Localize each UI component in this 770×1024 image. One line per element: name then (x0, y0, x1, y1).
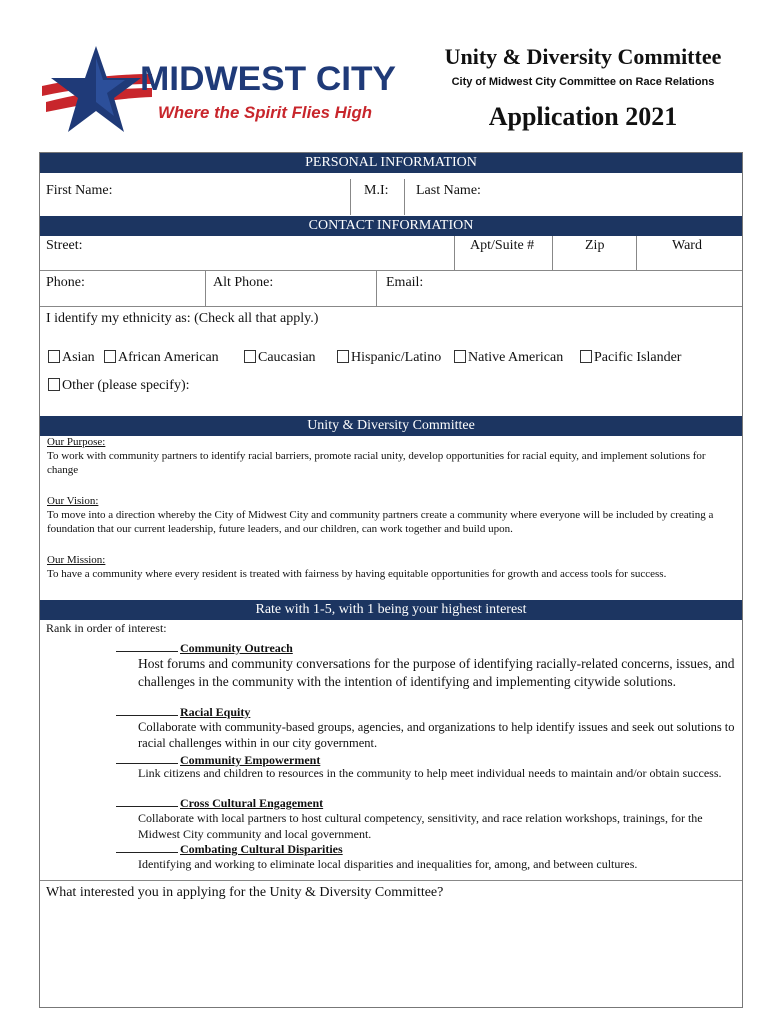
ethnicity-option-other[interactable]: Other (please specify): (48, 378, 190, 394)
interest-answer-field[interactable] (40, 905, 742, 1005)
divider (205, 270, 206, 306)
midwest-city-logo (40, 44, 402, 136)
mission-block (47, 553, 737, 581)
ethnicity-option-native-american[interactable]: Native American (454, 350, 563, 366)
vision-text: To move into a direction whereby the City of Midwest City and community partners create a community where everyone will be included by creating a foundation that our current leadership, future leaders, and our children, can work together and build upon. (47, 509, 714, 535)
street-label: Street: (46, 238, 83, 253)
rank-blank[interactable] (116, 753, 178, 764)
ethnicity-prompt: I identify my ethnicity as: (Check all that apply.) (46, 311, 319, 326)
divider (404, 179, 405, 215)
checkbox[interactable] (48, 350, 60, 363)
rating-header: Rate with 1-5, with 1 being your highest interest (40, 600, 742, 620)
application-form (39, 152, 743, 1008)
email-label: Email: (386, 275, 424, 290)
alt-phone-label: Alt Phone: (213, 275, 274, 290)
divider (636, 236, 637, 270)
mission-heading: Our Mission: (47, 554, 106, 566)
interest-cross-cultural-engagement-title[interactable]: Cross Cultural Engagement (116, 796, 323, 811)
divider (454, 236, 455, 270)
checkbox[interactable] (104, 350, 116, 363)
contact-info-header: CONTACT INFORMATION (40, 216, 742, 236)
mission-text: To have a community where every resident is treated with fairness by having equitable opportunities for growth and access tools for success. (47, 568, 667, 580)
application-title: Application 2021 (488, 102, 678, 131)
checkbox[interactable] (580, 350, 592, 363)
divider (552, 236, 553, 270)
interest-racial-equity-desc: Collaborate with community-based groups, agencies, and organizations to help identify issues and seek out solutions to racial challenges within in our city government. (138, 720, 735, 750)
interest-cross-cultural-engagement-desc: Collaborate with local partners to host cultural competency, sensitivity, and race relation workshops, trainings, for the Midwest City community and local government. (138, 811, 703, 841)
divider (40, 270, 742, 271)
ethnicity-option-hispanic-latino[interactable]: Hispanic/Latino (337, 350, 441, 366)
apt-suite-label: Apt/Suite # (470, 238, 535, 253)
personal-info-header: PERSONAL INFORMATION (40, 153, 742, 173)
ethnicity-option-asian[interactable]: Asian (48, 350, 95, 366)
rank-blank[interactable] (116, 705, 178, 716)
logo-tagline-text: Where the Spirit Flies High (158, 103, 372, 122)
org-title: Unity & Diversity Committee (444, 44, 722, 69)
interest-combating-cultural-disparities-desc: Identifying and working to eliminate local disparities and inequalities for, among, and between cultures. (138, 857, 638, 871)
interest-question-label: What interested you in applying for the Unity & Diversity Committee? (46, 885, 444, 900)
ethnicity-option-african-american[interactable]: African American (104, 350, 219, 366)
interest-community-empowerment-title[interactable]: Community Empowerment (116, 753, 320, 768)
rank-blank[interactable] (116, 796, 178, 807)
zip-label: Zip (585, 238, 605, 253)
phone-label: Phone: (46, 275, 85, 290)
last-name-label: Last Name: (416, 183, 481, 198)
divider (40, 880, 742, 881)
interest-combating-cultural-disparities-title[interactable]: Combating Cultural Disparities (116, 842, 343, 857)
checkbox[interactable] (244, 350, 256, 363)
divider (350, 179, 351, 215)
interest-community-empowerment-desc: Link citizens and children to resources in the community to help meet individual needs to maintain and/or obtain success. (138, 766, 722, 780)
ethnicity-option-caucasian[interactable]: Caucasian (244, 350, 316, 366)
vision-heading: Our Vision: (47, 495, 99, 507)
logo-brand-text: MIDWEST CITY (140, 60, 397, 98)
interest-community-outreach-desc: Host forums and community conversations for the purpose of identifying racially-related concerns, issues, and challenges in the community with the intention of identifying and implementing citywide solutions. (138, 656, 735, 689)
ethnicity-option-pacific-islander[interactable]: Pacific Islander (580, 350, 681, 366)
interest-community-outreach-title[interactable]: Community Outreach (116, 641, 293, 656)
header-titles (418, 44, 748, 132)
interest-racial-equity-title[interactable]: Racial Equity (116, 705, 250, 720)
purpose-heading: Our Purpose: (47, 436, 106, 448)
divider (376, 270, 377, 306)
checkbox[interactable] (454, 350, 466, 363)
divider (40, 306, 742, 307)
rank-blank[interactable] (116, 842, 178, 853)
purpose-block (47, 435, 737, 477)
checkbox[interactable] (48, 378, 60, 391)
checkbox[interactable] (337, 350, 349, 363)
rank-blank[interactable] (116, 641, 178, 652)
committee-header: Unity & Diversity Committee (40, 416, 742, 436)
purpose-text: To work with community partners to identify racial barriers, promote racial unity, develop opportunities for racial equity, and implement solutions for change (47, 450, 706, 476)
ward-label: Ward (672, 238, 702, 253)
first-name-label: First Name: (46, 183, 113, 198)
mi-label: M.I: (364, 183, 389, 198)
vision-block (47, 494, 737, 536)
org-subtitle: City of Midwest City Committee on Race Relations (451, 76, 715, 88)
rank-label: Rank in order of interest: (46, 621, 167, 635)
